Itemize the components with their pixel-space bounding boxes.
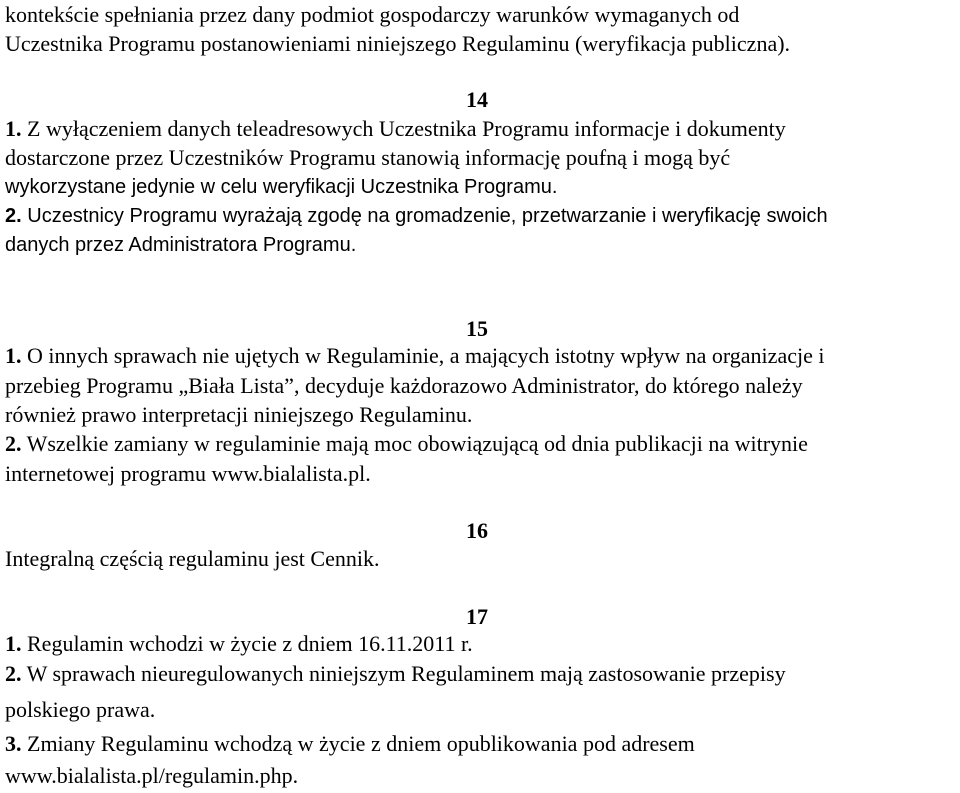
s14-p1-line-3: wykorzystane jedynie w celu weryfikacji Uczestnika Programu. [5,176,558,198]
s15-p2-number: 2. [5,431,22,456]
s15-p1-number: 1. [5,343,22,368]
s15-p1-line-1 [5,343,824,369]
s14-p1-number: 1. [5,116,22,141]
s17-p2-number: 2. [5,661,22,686]
s14-p2-text-1: Uczestnicy Programu wyrażają zgodę na gromadzenie, przetwarzanie i weryfikację swoich [21,205,828,227]
s14-p2-number: 2. [5,205,22,227]
s17-p3-line-2: www.bialalista.pl/regulamin.php. [5,763,299,788]
s15-p2-line-2: internetowej programu www.bialalista.pl. [5,461,371,486]
s15-p1-text-1: O innych sprawach nie ujętych w Regulaminie, a mających istotny wpływ na organizacje i [21,343,825,368]
s14-p1-line-2: dostarczone przez Uczestników Programu stanowią informację poufną i mogą być [5,145,731,170]
s15-p1-line-3: również prawo interpretacji niniejszego Regulaminu. [5,402,473,427]
s16-text: Integralną częścią regulaminu jest Cennik. [5,546,380,571]
s17-p1-number: 1. [5,631,22,656]
s17-p3-text-1: Zmiany Regulaminu wchodzą w życie z dniem opublikowania pod adresem [21,731,695,756]
s14-p1-line-1 [5,116,786,142]
s14-p1-text-1: Z wyłączeniem danych teleadresowych Uczestnika Programu informacje i dokumenty [21,116,786,141]
s17-p1-line [5,631,473,657]
section-17-heading: 17 [466,604,488,629]
section-14-heading: 14 [466,87,488,112]
s15-p2-text-1: Wszelkie zamiany w regulaminie mają moc obowiązującą od dnia publikacji na witrynie [21,431,808,456]
intro-line-2: Uczestnika Programu postanowieniami niniejszego Regulaminu (weryfikacja publiczna). [5,31,791,56]
section-15-heading: 15 [466,316,488,341]
intro-line-1: kontekście spełniania przez dany podmiot gospodarczy warunków wymaganych od [5,2,740,27]
section-16-heading: 16 [466,518,488,543]
s15-p1-line-2: przebieg Programu „Biała Lista”, decyduje każdorazowo Administrator, do którego należy [5,373,803,398]
s14-p2-line-2: danych przez Administratora Programu. [5,234,357,256]
s17-p3-line-1 [5,731,695,757]
s17-p2-line-2: polskiego prawa. [5,697,156,722]
s17-p3-number: 3. [5,731,22,756]
s17-p2-text-1: W sprawach nieuregulowanych niniejszym Regulaminem mają zastosowanie przepisy [21,661,786,686]
s17-p2-line-1 [5,661,786,687]
s14-p2-line-1 [5,203,828,229]
s15-p2-line-1 [5,431,808,457]
s17-p1-text: Regulamin wchodzi w życie z dniem 16.11.2011 r. [21,631,473,656]
